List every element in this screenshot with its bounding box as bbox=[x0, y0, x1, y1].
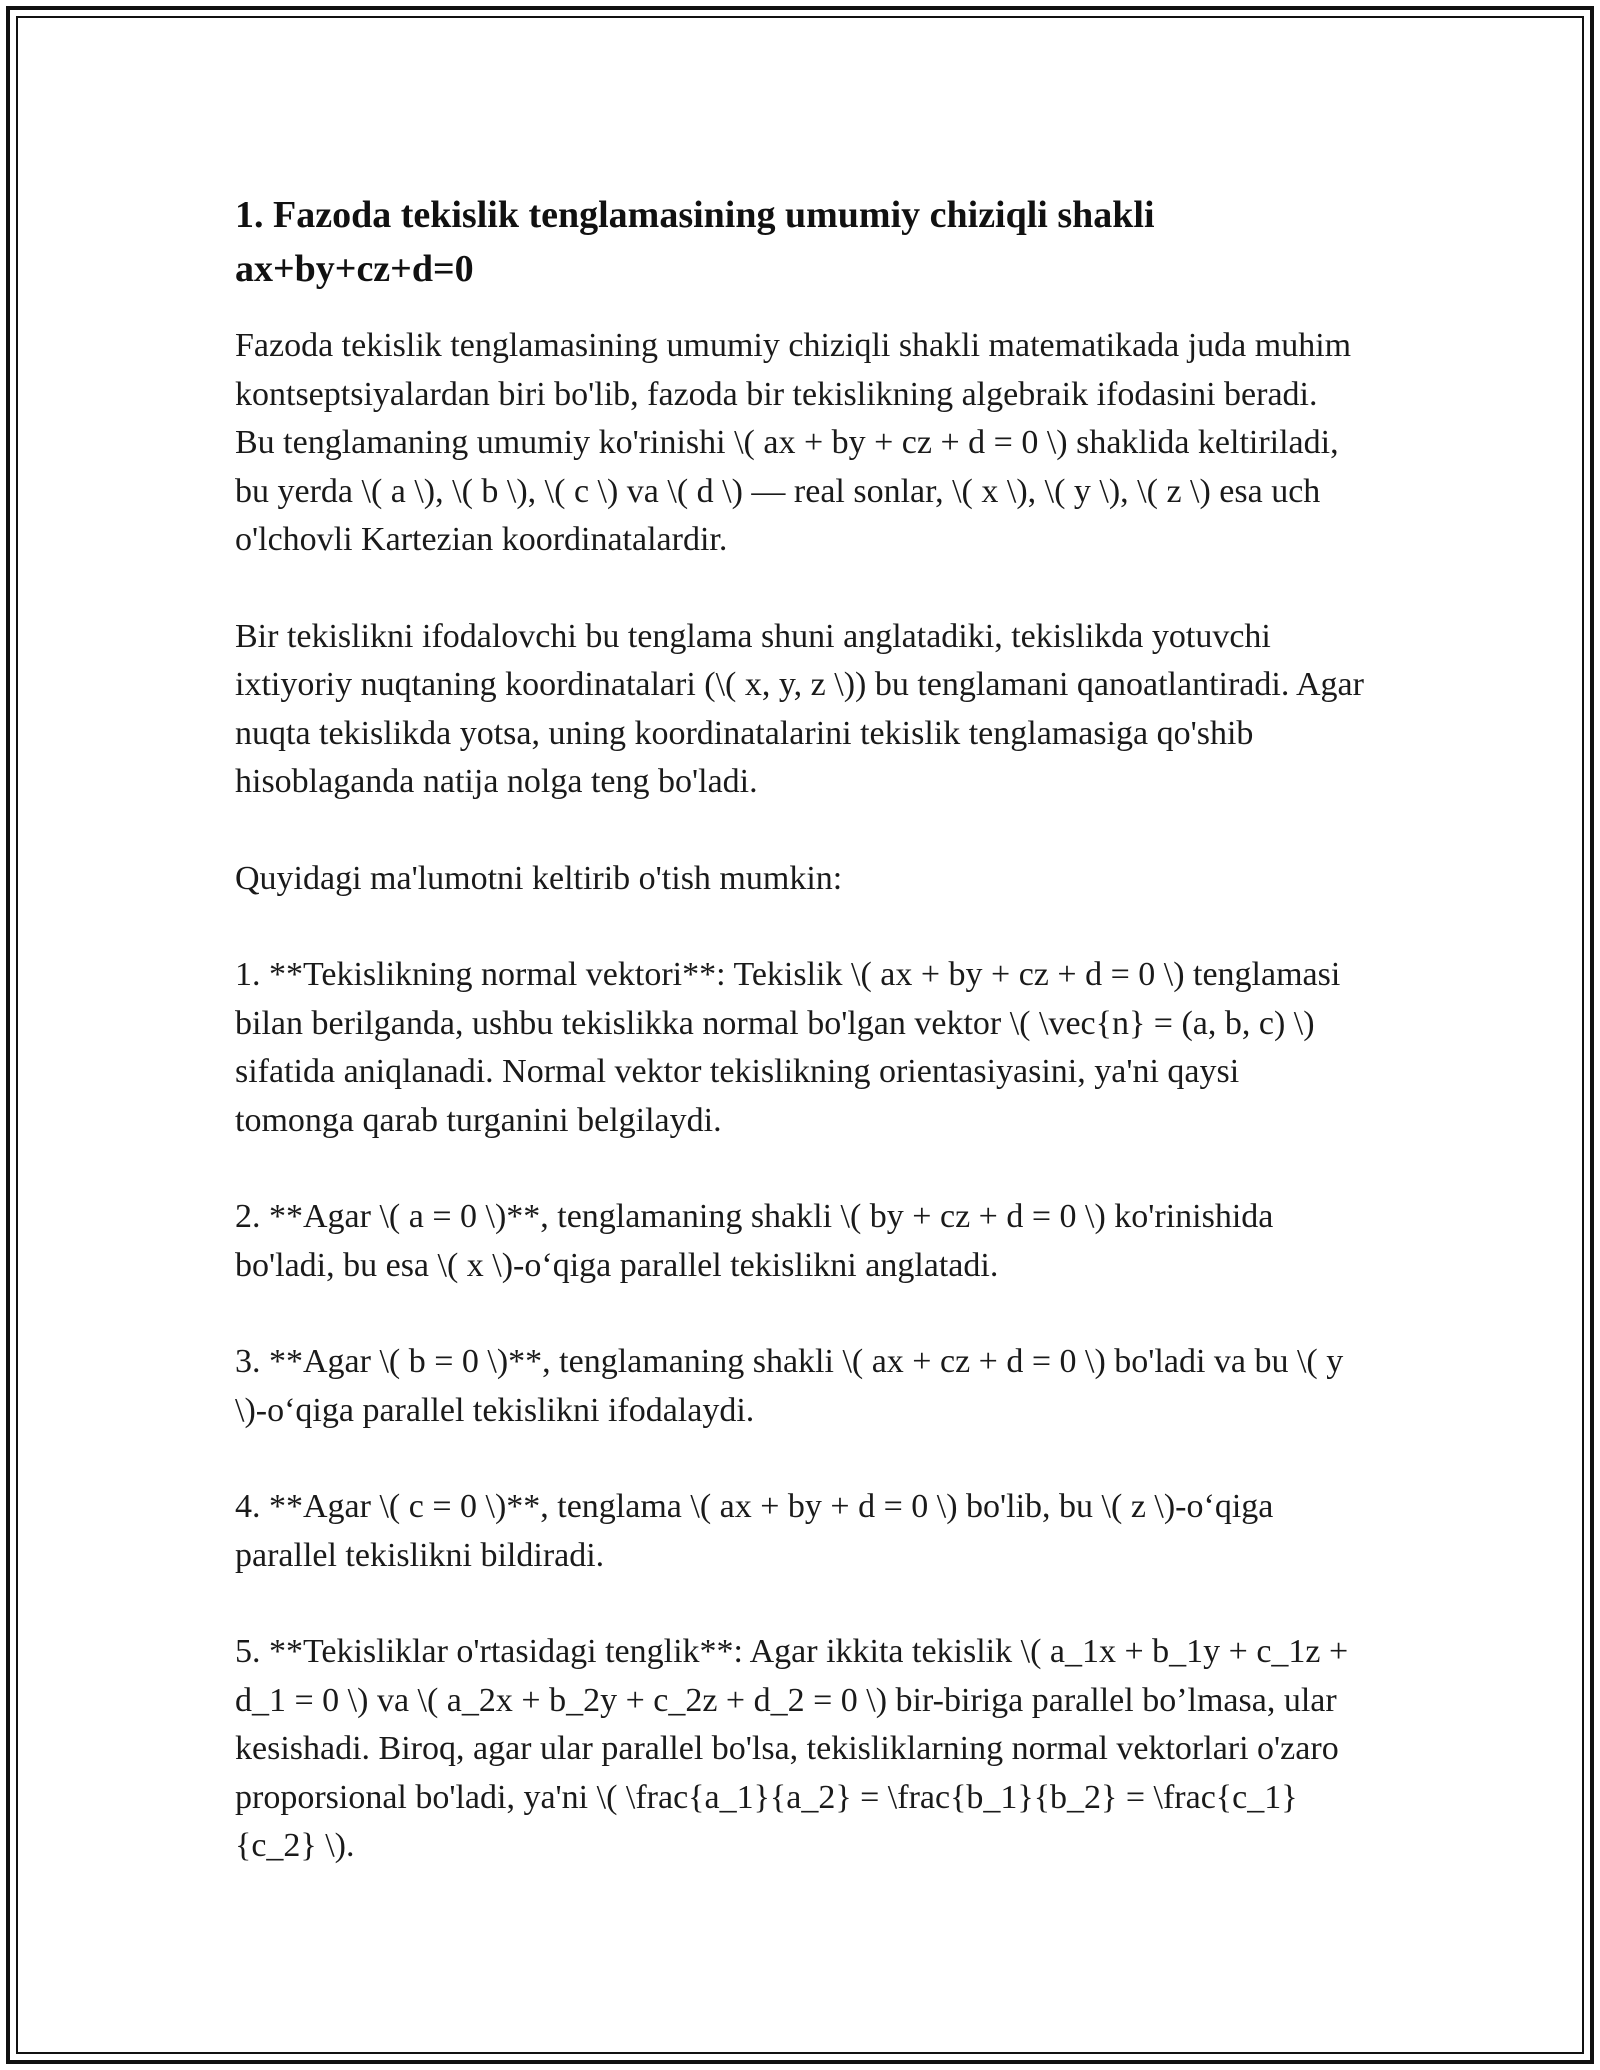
paragraph-intro: Fazoda tekislik tenglamasining umumiy chiziqli shakli matematikada juda muhim kontseptsiyalardan biri bo'lib, fazoda bir tekislikning algebraik ifodasini beradi. Bu tenglamaning umumiy ko'rinishi \( ax + by + cz + d = 0 \) shaklida keltiriladi, bu yerda \( a \), \( b \), \( c \) va \( d \) — real sonlar, \( x \), \( y \), \( z \) esa uch o'lchovli Kartezian koordinatalardir. bbox=[235, 327, 1352, 558]
paragraph-meaning: Bir tekislikni ifodalovchi bu tenglama shuni anglatadiki, tekislikda yotuvchi ixtiyoriy nuqtaning koordinatalari (\( x, y, z \)) bu tenglamani qanoatlantiradi. Agar nuqta tekislikda yotsa, uning koordinatalarini tekislik tenglamasiga qo'shib hisoblaganda natija nolga teng bo'ladi. bbox=[235, 617, 1364, 800]
document-title: 1. Fazoda tekislik tenglamasining umumiy chiziqli shakli ax+by+cz+d=0 bbox=[235, 194, 1155, 290]
list-item-c-zero: 4. **Agar \( c = 0 \)**, tenglama \( ax + by + d = 0 \) bo'lib, bu \( z \)-o‘qiga parallel tekislikni bildiradi. bbox=[235, 1488, 1274, 1574]
list-item-plane-relations: 5. **Tekisliklar o'rtasidagi tenglik**: Agar ikkita tekislik \( a_1x + b_1y + c_1z + d_1 = 0 \) va \( a_2x + b_2y + c_2z + d_2 = 0 \) bir-biriga parallel bo’lmasa, ular kesishadi. Biroq, agar ular parallel bo'lsa, tekisliklarning normal vektorlari o'zaro proporsional bo'ladi, ya'ni \( \frac{a_1}{a_2} = \frac{b_1}{b_2} = \frac{c_1}{c_2} \). bbox=[235, 1633, 1349, 1864]
list-item-a-zero: 2. **Agar \( a = 0 \)**, tenglamaning shakli \( by + cz + d = 0 \) ko'rinishida bo'ladi, bu esa \( x \)-o‘qiga parallel tekislikni anglatadi. bbox=[235, 1198, 1274, 1284]
document-body bbox=[235, 188, 1365, 1919]
paragraph-lead-in: Quyidagi ma'lumotni keltirib o'tish mumkin: bbox=[235, 859, 843, 897]
list-item-normal-vector: 1. **Tekislikning normal vektori**: Tekislik \( ax + by + cz + d = 0 \) tenglamasi bilan berilganda, ushbu tekislikka normal bo'lgan vektor \( \vec{n} = (a, b, c) \) sifatida aniqlanadi. Normal vektor tekislikning orientasiyasini, ya'ni qaysi tomonga qarab turganini belgilaydi. bbox=[235, 956, 1341, 1139]
list-item-b-zero: 3. **Agar \( b = 0 \)**, tenglamaning shakli \( ax + cz + d = 0 \) bo'ladi va bu \( y \)-o‘qiga parallel tekislikni ifodalaydi. bbox=[235, 1343, 1344, 1429]
